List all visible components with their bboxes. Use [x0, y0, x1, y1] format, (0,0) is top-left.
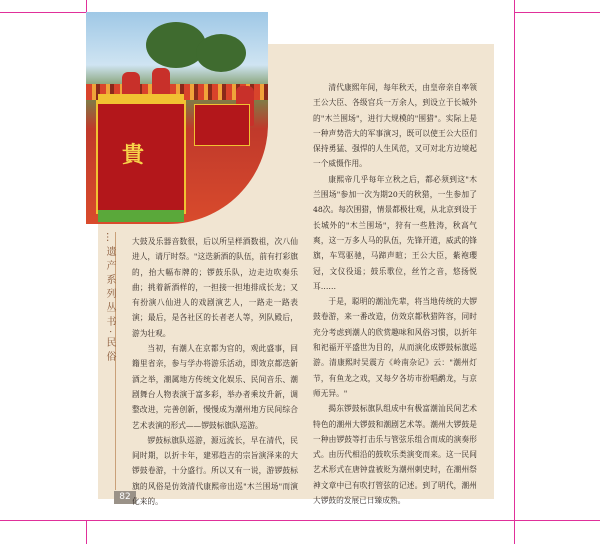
paragraph: 揭东锣鼓标旗队组成中有极富潮汕民间艺术特色的潮州大锣鼓和潮剧艺术等。潮州大锣鼓是一种由锣鼓等打击乐与管弦乐组合而成的演奏形式。由历代相沿的鼓吹乐类演变而来。这一民间艺术形式在唐钟盘被贬为潮州刺史时，在潮州祭神文章中已有吹打管弦的记述。到了明代，潮州大锣鼓的发展已日臻成熟。: [313, 404, 477, 506]
festival-float: [96, 100, 186, 214]
crop-line-right: [514, 0, 515, 544]
left-text-column: [132, 234, 298, 509]
right-text-column: [313, 80, 477, 508]
paragraph: 清代康熙年间，每年秋天，由皇帝亲自率领王公大臣、各级官兵一万余人，到设立于长城外的"木兰围场"，进行大规模的"围猎"。实际上是一种声势浩大的军事演习，既可以使王公大臣们保持勇猛、强悍的人生风范，又可对北方边境起一个威慑作用。: [313, 83, 477, 169]
paragraph: 大鼓及乐器音数很，后以所呈样酒数祖，次八仙进人，请厅时祭。"这迭新酒的队伍，前有打彩旗的，抬大幅布牌的；锣鼓乐队，边走边吹奏乐曲；挑着新酒样的，一担接一担地排成长龙；又有扮演八仙进人的戏剧演艺人，一路走一路表演；最后，是各社区的长者老人等，列队殿后，游为壮观。: [132, 237, 298, 338]
paragraph: 当初，有潮人在京都为官的，观此盛事，回籍里省亲，参与学办将游乐活动，即效京都迭新酒之举，潮属地方传统文化娱乐、民间音乐、潮剧舞台人物表演于富多彩，举办者乘坟升新，调整改进，完善创新，慢慢成为潮州地方民间综合艺术表演的形式——锣鼓标旗队巡游。: [132, 344, 298, 430]
tree-shape: [196, 34, 246, 72]
banner-character: 貴: [122, 142, 145, 168]
paragraph: 锣鼓标旗队巡游，源远流长，早在清代，民间时期，以折卡年，建邪趋吉的宗旨演泽来的大锣鼓卷游，十分盛行。所以又有一说，游锣鼓标旗的风俗是仿效清代康熙帝出巡"木兰围场"而演化来的。: [132, 435, 298, 507]
parade-photo: [86, 12, 268, 224]
crop-line-bottom: [0, 520, 600, 521]
paragraph: 康熙帝几乎每年立秋之后，都必须到这"木兰围场"参加一次为期20天的秋猎，一生参加了48次。每次围猎，情景都极壮观，从北京到设于长城外的"木兰围场"，狩有一些胜涛，秋高气爽，这一万多人马的队伍，先锋开道，威武的锋旗，车骂驱驰，马蹄声暄；王公大臣，紫袍瓔冠，文仪役遥；鼓乐歌位，丝竹之音，悠扬悦耳……: [313, 174, 477, 291]
series-title: …遗产系列丛书·民俗: [104, 232, 115, 366]
series-sidebar: [103, 232, 116, 490]
page-number: 82: [114, 491, 136, 504]
paragraph: 于是，聪明的潮汕先辈，将当地传统的大锣鼓卷游，来一番改造，仿效京都秋猎阵容，同时充分考虑到潮人的欣赏趣味和风俗习惯，以折年和祀福开平盛世为目的，从而演化成锣鼓标旗巡游。清康熙时吴震方《岭南杂记》云："潮州灯节，有鱼龙之戏，又每夕各坊市扮唱鹬龙，与京师无异。": [313, 297, 477, 398]
second-float: [194, 104, 250, 146]
